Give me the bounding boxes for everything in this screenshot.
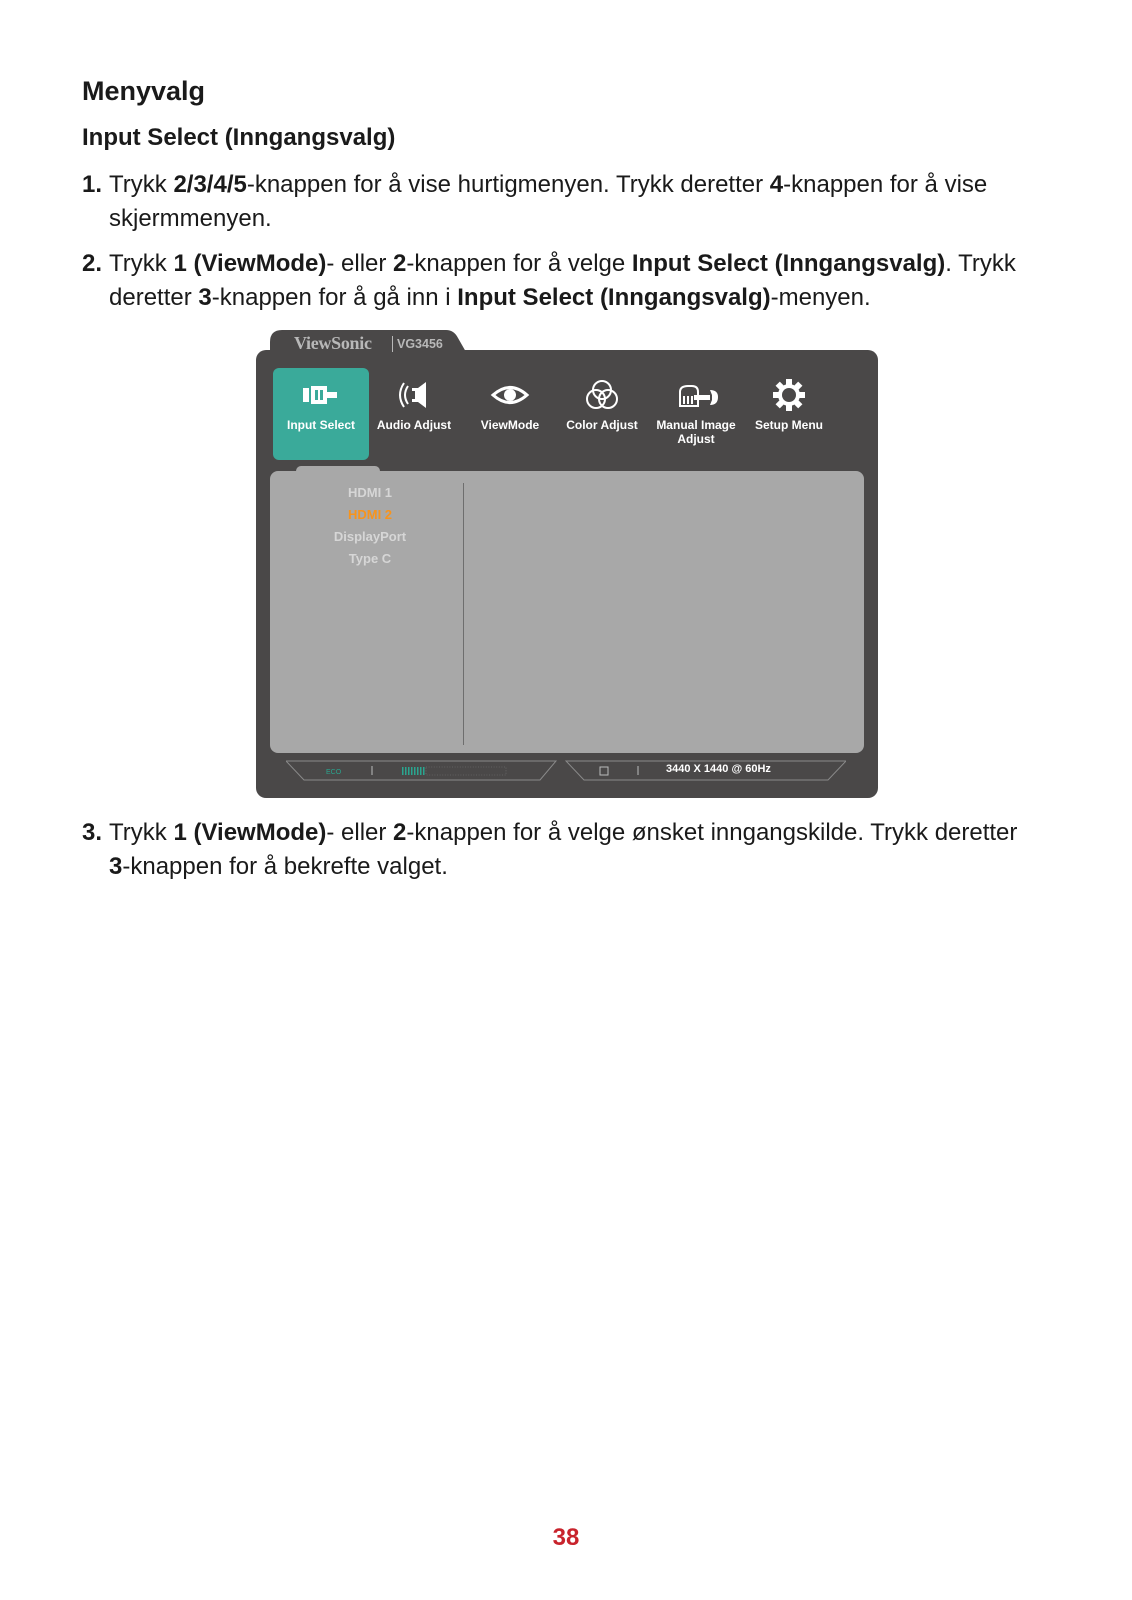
step-text-run: Trykk bbox=[109, 819, 174, 846]
step-text-run: Trykk bbox=[109, 171, 174, 198]
step-number: 3. bbox=[82, 819, 103, 846]
menu-item-audio-adjust[interactable] bbox=[366, 368, 462, 460]
step-text-run: -menyen. bbox=[770, 284, 871, 311]
step-1 bbox=[82, 168, 1042, 236]
color-circles-icon bbox=[582, 378, 622, 412]
brand-logo: ViewSonic bbox=[294, 333, 372, 353]
step-text-run: . Trykk deretter bbox=[109, 250, 1016, 311]
step-text-bold: 3 bbox=[109, 853, 123, 880]
panel-tab bbox=[296, 466, 380, 476]
step-text-bold: Input Select (Inngangsvalg) bbox=[457, 284, 771, 311]
menu-item-label: Audio Adjust bbox=[376, 418, 452, 432]
input-select-icon bbox=[301, 378, 341, 412]
section-heading: Menyvalg bbox=[82, 76, 206, 106]
step-text bbox=[109, 816, 1042, 884]
option-displayport[interactable]: DisplayPort bbox=[333, 529, 407, 544]
step-3 bbox=[82, 816, 1042, 884]
eye-icon bbox=[490, 378, 530, 412]
step-text-run: -knappen for å vise hurtigmenyen. Trykk deretter bbox=[246, 171, 770, 198]
step-text-run: -knappen for å bekrefte valget. bbox=[122, 853, 448, 880]
osd-brand-tab bbox=[270, 330, 466, 368]
subsection-heading: Input Select (Inngangsvalg) bbox=[82, 124, 396, 151]
menu-item-label: Input Select bbox=[286, 418, 355, 432]
step-text-bold: 4 bbox=[769, 171, 784, 198]
menu-item-setup-menu[interactable] bbox=[741, 368, 837, 460]
step-text-run: - eller bbox=[326, 250, 394, 277]
step-text-bold: 2 bbox=[393, 250, 407, 277]
step-text-run: -knappen for å velge bbox=[406, 250, 632, 277]
step-text-bold: 1 (ViewMode) bbox=[173, 819, 327, 846]
step-text-run: - eller bbox=[326, 819, 394, 846]
menu-item-label: Setup Menu bbox=[755, 418, 823, 432]
svg-text:ECO: ECO bbox=[326, 769, 342, 776]
step-text-bold: 2/3/4/5 bbox=[173, 171, 247, 198]
panel-divider bbox=[463, 483, 464, 745]
osd-menu-illustration bbox=[256, 330, 878, 798]
menu-item-input-select[interactable] bbox=[273, 368, 369, 460]
page-number: 38 bbox=[552, 1524, 580, 1551]
osd-status-bar bbox=[286, 760, 846, 782]
step-text-bold: 2 bbox=[393, 819, 407, 846]
option-hdmi-1[interactable]: HDMI 1 bbox=[347, 485, 393, 500]
step-text-bold: 1 (ViewMode) bbox=[173, 250, 327, 277]
menu-item-label: Manual Image Adjust bbox=[656, 418, 736, 446]
resolution-readout: 3440 X 1440 @ 60Hz bbox=[666, 763, 771, 775]
menu-item-manual-image-adjust[interactable] bbox=[648, 368, 744, 460]
step-number: 2. bbox=[82, 250, 103, 277]
speaker-icon bbox=[394, 378, 434, 412]
submenu-panel bbox=[270, 471, 864, 753]
step-text bbox=[109, 168, 1042, 236]
step-text-bold: Input Select (Inngangsvalg) bbox=[631, 250, 946, 277]
option-hdmi-2[interactable]: HDMI 2 bbox=[347, 507, 393, 522]
step-text bbox=[109, 247, 1042, 315]
step-2 bbox=[82, 247, 1042, 315]
step-number: 1. bbox=[82, 171, 103, 198]
step-text-run: -knappen for å velge ønsket inngangskilde. Trykk deretter bbox=[406, 819, 1018, 846]
gear-icon bbox=[769, 378, 809, 412]
brand-divider bbox=[392, 336, 393, 352]
step-text-bold: 3 bbox=[198, 284, 212, 311]
option-type-c[interactable]: Type C bbox=[348, 551, 392, 566]
menu-item-label: ViewMode bbox=[480, 418, 540, 432]
hand-wrench-icon bbox=[676, 378, 720, 412]
model-name: VG3456 bbox=[397, 337, 443, 351]
step-text-run: Trykk bbox=[109, 250, 174, 277]
step-text-run: -knappen for å vise skjermmenyen. bbox=[109, 171, 988, 232]
menu-item-label: Color Adjust bbox=[566, 418, 638, 432]
step-text-run: -knappen for å gå inn i bbox=[211, 284, 458, 311]
menu-item-viewmode[interactable] bbox=[462, 368, 558, 460]
menu-item-color-adjust[interactable] bbox=[554, 368, 650, 460]
